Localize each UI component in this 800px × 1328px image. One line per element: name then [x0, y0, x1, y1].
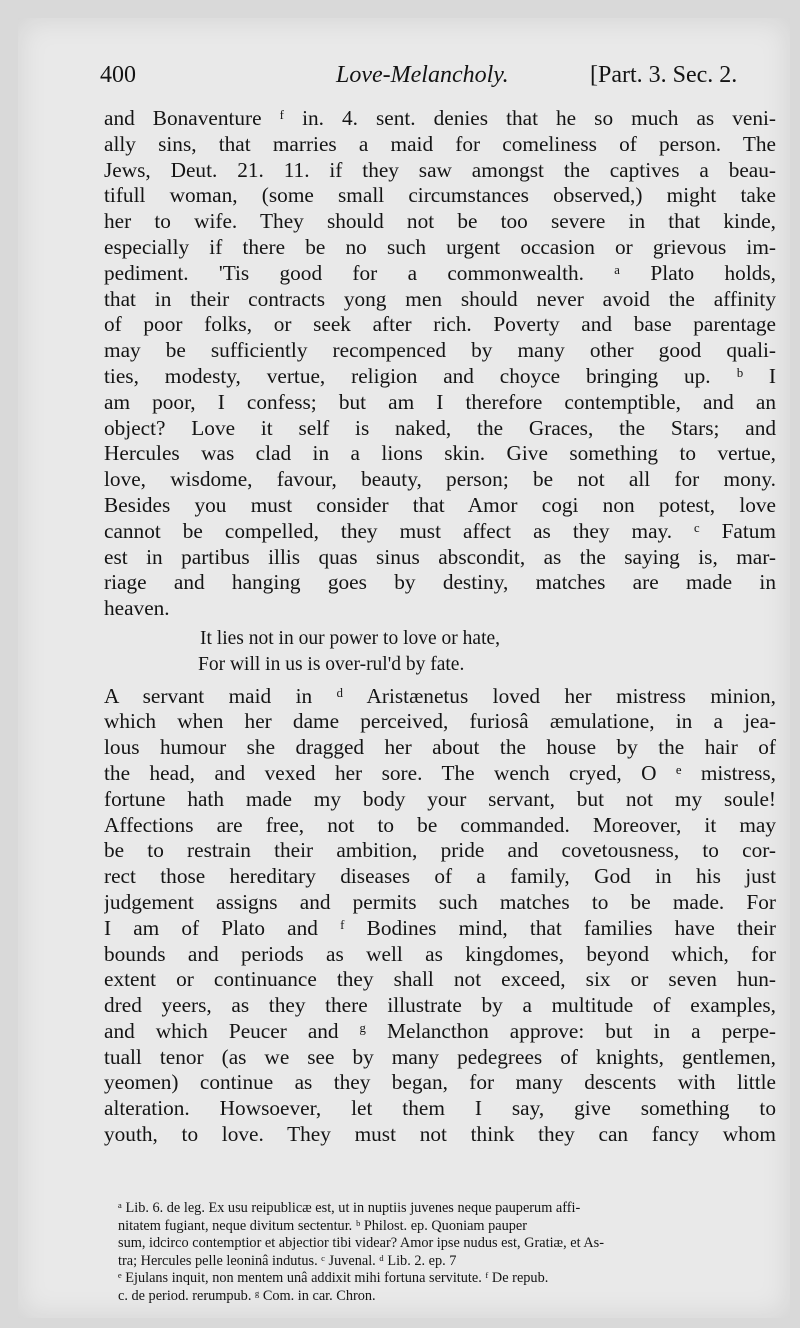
- text-line: object? Love it self is naked, the Graces, the Stars; and: [104, 415, 776, 440]
- text-line: riage and hanging goes by destiny, matches are made in: [104, 570, 776, 595]
- verse-line: For will in us is over-rul'd by fate.: [198, 653, 465, 675]
- text-line: pediment. 'Tis good for a commonwealth. ᵃ Plato holds,: [104, 260, 776, 285]
- footnote-line: ᵃ Lib. 6. de leg. Ex usu reipublicæ est, ut in nuptiis juvenes neque pauperum affi-: [118, 1200, 581, 1216]
- verse-line: It lies not in our power to love or hate,: [200, 627, 501, 649]
- text-line: which when her dame perceived, furiosâ æmulatione, in a jea-: [104, 709, 776, 734]
- page-number: 400: [100, 62, 136, 88]
- verse-quotation: [200, 626, 776, 678]
- text-line: especially if there be no such urgent occasion or grievous im-: [104, 234, 776, 259]
- text-line: and which Peucer and ᵍ Melancthon approve: but in a perpe-: [104, 1018, 776, 1043]
- main-text: [104, 106, 776, 1148]
- text-line: lous humour she dragged her about the house by the hair of: [104, 735, 776, 760]
- text-line: fortune hath made my body your servant, but not my soule!: [104, 786, 776, 811]
- text-line: ally sins, that marries a maid for comeliness of person. The: [104, 131, 776, 156]
- text-line: rect those hereditary diseases of a family, God in his just: [104, 864, 776, 889]
- text-line: of poor folks, or seek after rich. Poverty and base parentage: [104, 312, 776, 337]
- text-line: heaven.: [104, 596, 170, 621]
- part-section: [Part. 3. Sec. 2.: [590, 62, 738, 88]
- text-line: love, wisdome, favour, beauty, person; be not all for mony.: [104, 467, 776, 492]
- text-line: Hercules was clad in a lions skin. Give something to vertue,: [104, 441, 776, 466]
- text-line: judgement assigns and permits such matches to be made. For: [104, 889, 776, 914]
- text-line: yeomen) continue as they began, for many descents with little: [104, 1070, 776, 1095]
- text-line: Affections are free, not to be commanded. Moreover, it may: [104, 812, 776, 837]
- text-line: tuall tenor (as we see by many pedegrees of knights, gentlemen,: [104, 1044, 776, 1069]
- text-line: may be sufficiently recompenced by many other good quali-: [104, 338, 776, 363]
- footnotes: [118, 1200, 780, 1306]
- text-line: the head, and vexed her sore. The wench cryed, O ᵉ mistress,: [104, 760, 776, 785]
- footnote-line: c. de period. rerumpub. ᵍ Com. in car. Chron.: [118, 1287, 376, 1304]
- book-page: [18, 18, 790, 1318]
- text-line: ties, modesty, vertue, religion and choyce bringing up. ᵇ I: [104, 363, 776, 388]
- text-line: be to restrain their ambition, pride and covetousness, to cor-: [104, 838, 776, 863]
- page-header: [100, 56, 780, 96]
- text-line: cannot be compelled, they must affect as they may. ᶜ Fatum: [104, 518, 776, 543]
- text-line: and Bonaventure ᶠ in. 4. sent. denies that he so much as veni-: [104, 106, 776, 130]
- text-line: her to wife. They should not be too severe in that kinde,: [104, 209, 776, 234]
- footnote-line: ᵉ Ejulans inquit, non mentem unâ addixit mihi fortuna servitute. ᶠ De repub.: [118, 1270, 549, 1287]
- paragraph-1: [104, 106, 776, 622]
- footnote-line: nitatem fugiant, neque divitum sectentur. ᵇ Philost. ep. Quoniam pauper: [118, 1217, 528, 1234]
- text-line: Jews, Deut. 21. 11. if they saw amongst the captives a beau-: [104, 157, 776, 182]
- text-line: est in partibus illis quas sinus abscondit, as the saying is, mar-: [104, 544, 776, 569]
- text-line: extent or continuance they shall not exceed, six or seven hun-: [104, 967, 776, 992]
- paragraph-2: [104, 684, 776, 1148]
- footnote-line: sum, idcirco contemptior et abjectior tibi videar? Amor ipse nudus est, Gratiæ, et As-: [118, 1235, 604, 1252]
- text-line: dred yeers, as they there illustrate by a multitude of examples,: [104, 993, 776, 1018]
- text-line: A servant maid in ᵈ Aristænetus loved her mistress minion,: [104, 683, 776, 708]
- text-line: am poor, I confess; but am I therefore contemptible, and an: [104, 389, 776, 414]
- footnote-line: tra; Hercules pelle leoninâ indutus. ᶜ Juvenal. ᵈ Lib. 2. ep. 7: [118, 1252, 457, 1269]
- text-line: I am of Plato and ᶠ Bodines mind, that families have their: [104, 915, 776, 940]
- text-line: Besides you must consider that Amor cogi non potest, love: [104, 492, 776, 517]
- text-line: tifull woman, (some small circumstances observed,) might take: [104, 183, 776, 208]
- text-line: that in their contracts yong men should never avoid the affinity: [104, 286, 776, 311]
- text-line: alteration. Howsoever, let them I say, give something to: [104, 1096, 776, 1121]
- running-title: Love-Melancholy.: [336, 62, 509, 88]
- text-line: youth, to love. They must not think they can fancy whom: [104, 1122, 776, 1147]
- text-line: bounds and periods as well as kingdomes, beyond which, for: [104, 941, 776, 966]
